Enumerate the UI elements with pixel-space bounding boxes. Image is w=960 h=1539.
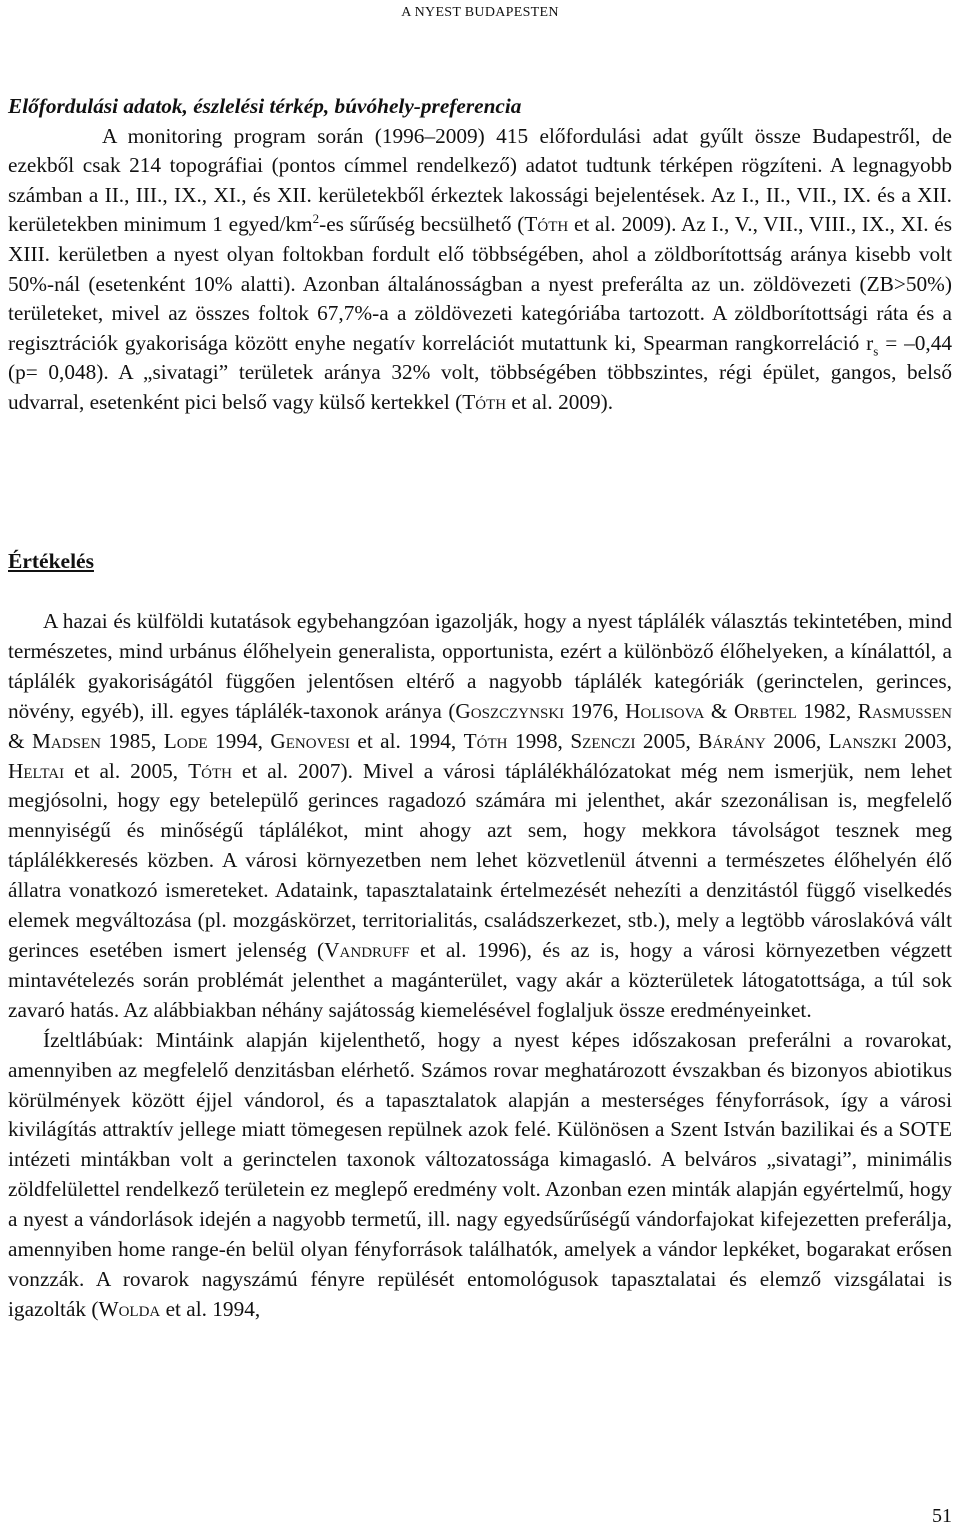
section-heading-evaluation: Értékelés (8, 549, 94, 573)
running-head: A NYEST BUDAPESTEN (401, 5, 559, 20)
paragraph-evaluation-1: A hazai és külföldi kutatások egybehangzóan igazolják, hogy a nyest táplálék választás tekintetében, mind természetes, mind urbánus élőhelyein generalista, opportunista, ezért a különböző élőhelyeken, a kínálattól, a táplálék gyakoriságától függően jelentősen eltérő a nagyobb táplálék kategóriák (gerinctelen, gerinces, növény, egyéb), ill. egyes táplálék-taxonok aránya (Goszczynski 1976, Holisova & Orbtel 1982, Rasmussen & Madsen 1985, Lode 1994, Genovesi et al. 1994, Tóth 1998, Szenczi 2005, Bárány 2006, Lanszki 2003, Heltai et al. 2005, Tóth et al. 2007). Mivel a városi táplálékhálózatokat még nem ismerjük, nem lehet megjósolni, hogy egy betelepülő gerinces ragadozó számára mi jelenthet, akár szezonálisan is, megfelelő mennyiségű és minőségű táplálékot, mint ahogy azt sem, hogy mekkora távolságot tesznek meg táplálékkeresés közben. A városi környezetben nem lehet közvetlenül átvenni a természetes élőhelyén élő állatra vonatkozó ismereteket. Adataink, tapasztalataink értelmezését nehezíti a denzitástól függő viselkedés elemek megváltozása (pl. mozgáskörzet, territorialitás, családszerkezet, stb.), mely a legtöbb városlakóvá vált gerinces esetében ismert jelenség (Vandruff et al. 1996), és az is, hogy a városi környezetben végzett mintavételezés során problémát jelenthet a magánterület, vagy akár a közterületek látogatottsága, a túl sok zavaró hatás. Az alábbiakban néhány sajátosság kiemelésével foglaljuk össze eredményeinket. (8, 609, 952, 1022)
paragraph-evaluation-2: Ízeltlábúak: Mintáink alapján kijelenthető, hogy a nyest képes időszakosan preferálni a rovarokat, amennyiben az megfelelő denzitásban elérhető. Számos rovar meghatározott évszakban és bizonyos abiotikus körülmények között éjjel vándorol, és a tapasztalatok alapján a mesterséges fényforrások, így a városi kivilágítás attraktív jellege miatt tömegesen repülnek azok felé. Különösen a Szent István bazilikai és a SOTE intézeti mintákban volt a gerinctelen taxonok változatossága kimagasló. A belváros „sivatagi”, minimális zöldfelülettel rendelkező területein ez meglepő eredmény volt. Azonban ezen minták alapján egyértelmű, hogy a nyest a vándorlások idején a nagyobb termetű, ill. nagy egyedsűrűségű vándorfajokat kifejezetten preferálja, amennyiben home range-én belül olyan fényforrások találhatók, amelyek a vándor lepkéket, bogarakat erősen vonzzák. A rovarok nagyszámú fényre repülését entomológusok tapasztalatai és elemző vizsgálatai is igazolták (Wolda et al. 1994, (8, 1027, 952, 1321)
section-occurrence (8, 92, 952, 418)
paragraph-occurrence: A monitoring program során (1996–2009) 415 előfordulási adat gyűlt össze Budapestről, de ezekből csak 214 topográfiai (pontos címmel rendelkező) adatot tudtunk térképen rögzíteni. A legnagyobb számban a II., III., IX., XI., és XII. kerületekből érkeztek lakossági bejelentések. Az I., II., VII., IX. és a XII. kerületekben minimum 1 egyed/$km^2-es$ sűrűség becsülhető (Tóth et al. 2009). Az I., V., VII., VIII., IX., XI. és XIII. kerületben a nyest olyan foltokban fordult elő többségében, ahol a zöldborítottság aránya kisebb volt 50%-nál (esetenként 10% alatti). Azonban általánosságban a nyest preferálta az un. zöldövezeti (ZB>50%) területeket, mivel az összes foltok 67,7%-a a zöldövezeti kategóriába tartozott. A zöldborítottsági ráta és a regisztrációk gyakorisága között enyhe negatív korrelációt mutattunk ki, Spearman rangkorreláció $r_s = -0,44$ (p= 0,048). A „sivatagi” területek aránya 32% volt, többségében többszintes, régi épület, gangos, belső udvarral, esetenként pici belső vagy külső kertekkel (Tóth et al. 2009). (8, 123, 952, 414)
page-number: 51 (932, 1505, 952, 1527)
section-heading-occurrence: Előfordulási adatok, észlelési térkép, búvóhely-preferencia (8, 94, 522, 118)
section-evaluation (8, 607, 952, 1325)
